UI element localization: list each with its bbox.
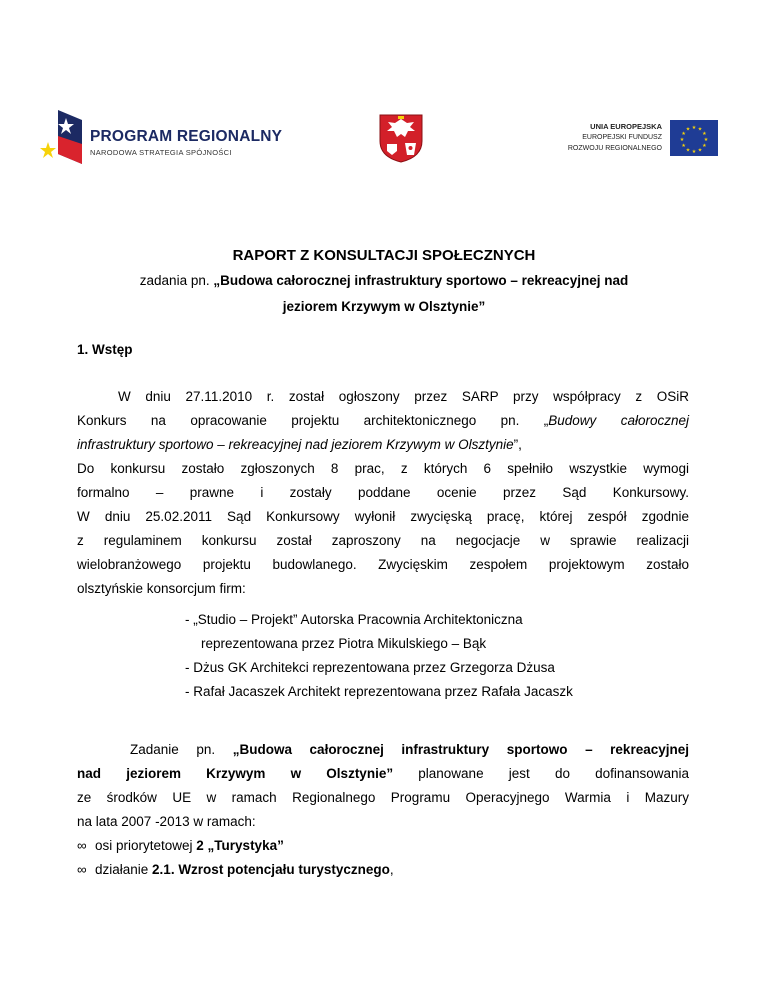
svg-text:★: ★ — [691, 125, 697, 131]
svg-text:★: ★ — [691, 149, 697, 155]
svg-text:★: ★ — [703, 137, 709, 143]
svg-text:★: ★ — [681, 143, 686, 149]
svg-text:★: ★ — [685, 147, 691, 154]
task-line-2-bold: nad jeziorem Krzywym w Olsztynie” — [77, 766, 394, 781]
intro-line-5: formalno – prawne i zostały poddane ocenie przez Sąd Konkursowy. — [77, 485, 689, 500]
subtitle-prefix: zadania pn. — [139, 273, 214, 288]
program-regionalny-emblem-icon — [38, 108, 84, 170]
svg-text:★: ★ — [702, 143, 707, 149]
task-paragraph — [77, 738, 689, 834]
svg-text:★: ★ — [685, 126, 691, 133]
svg-text:★: ★ — [697, 126, 703, 133]
infinity-bullet-icon: ∞ — [77, 838, 87, 853]
intro-line-6: W dniu 25.02.2011 Sąd Konkursowy wyłonił zwycięską pracę, której zespół zgodnie — [77, 509, 689, 524]
bullet-item-1 — [77, 834, 284, 858]
program-regionalny-logo — [38, 108, 283, 170]
bullet-2-bold: 2.1. Wzrost potencjału turystycznego — [152, 862, 390, 877]
svg-text:★: ★ — [702, 131, 707, 137]
intro-line-9: olsztyńskie konsorcjum firm: — [77, 581, 246, 596]
section-heading: 1. Wstęp — [77, 342, 133, 357]
bullet-2-tail: , — [389, 862, 394, 877]
consortium-item-2: - Dżus GK Architekci reprezentowana przez Grzegorza Dżusa — [185, 660, 555, 675]
eu-logo-line1: UNIA EUROPEJSKA — [590, 122, 662, 131]
task-line-1-bold: „Budowa całorocznej infrastruktury sportowo – rekreacyjnej — [232, 742, 689, 757]
eu-logo-line3: ROZWOJU REGIONALNEGO — [567, 145, 662, 152]
intro-line-2-italic: Budowy całorocznej — [548, 413, 689, 428]
task-line-1 — [77, 738, 689, 762]
bullet-2-text: działanie — [95, 862, 153, 877]
consortium-item-1-cont: reprezentowana przez Piotra Mikulskiego – Bąk — [201, 636, 487, 651]
program-logo-subtitle: NARODOWA STRATEGIA SPÓJNOŚCI — [90, 148, 232, 157]
task-line-4: na lata 2007 -2013 w ramach: — [77, 814, 256, 829]
intro-line-4: Do konkursu zostało zgłoszonych 8 prac, z których 6 spełniło wszystkie wymogi — [77, 461, 689, 476]
task-line-1-text: Zadanie pn. — [130, 742, 233, 757]
program-logo-title: PROGRAM REGIONALNY — [90, 128, 283, 145]
consortium-item-3: - Rafał Jacaszek Architekt reprezentowana przez Rafała Jacaszk — [185, 684, 573, 699]
intro-line-3 — [77, 433, 689, 457]
consortium-item-1: - „Studio – Projekt” Autorska Pracownia Architektoniczna — [185, 612, 523, 627]
intro-line-1: W dniu 27.11.2010 r. został ogłoszony przez SARP przy współpracy z OSiR — [118, 389, 689, 404]
report-title: RAPORT Z KONSULTACJI SPOŁECZNYCH — [232, 247, 536, 264]
intro-paragraph — [77, 385, 689, 601]
subtitle-task-name-1: „Budowa całorocznej infrastruktury sportowo – rekreacyjnej nad — [213, 273, 629, 288]
intro-line-7: z regulaminem konkursu został zaproszony na negocjacje w sprawie realizacji — [77, 533, 689, 548]
bullet-1-bold: 2 „Turystyka” — [196, 838, 284, 853]
intro-line-3-tail: ”, — [513, 437, 522, 452]
task-line-3: ze środków UE w ramach Regionalnego Programu Operacyjnego Warmia i Mazury — [77, 790, 689, 805]
warmia-mazury-coat-of-arms-icon — [378, 113, 424, 163]
intro-line-2-text: Konkurs na opracowanie projektu architektonicznego pn. „ — [77, 413, 549, 428]
task-line-2 — [77, 762, 689, 786]
svg-text:★: ★ — [681, 131, 686, 137]
infinity-bullet-icon: ∞ — [77, 862, 87, 877]
subtitle-task-name-2: jeziorem Krzywym w Olsztynie” — [282, 299, 486, 314]
eu-flag-icon — [670, 120, 718, 156]
intro-line-8: wielobranżowego projektu budowlanego. Zwycięskim zespołem projektowym zostało — [77, 557, 689, 572]
task-line-2-text: planowane jest do dofinansowania — [393, 766, 689, 781]
bullet-item-2 — [77, 858, 394, 882]
intro-line-2 — [77, 409, 689, 433]
bullet-1-text: osi priorytetowej — [95, 838, 197, 853]
svg-text:★: ★ — [697, 147, 703, 154]
eu-logo-line2: EUROPEJSKI FUNDUSZ — [582, 134, 662, 141]
eu-logo — [548, 120, 718, 160]
report-subtitle — [70, 268, 698, 320]
svg-text:★: ★ — [679, 137, 685, 143]
intro-line-3-italic: infrastruktury sportowo – rekreacyjnej nad jeziorem Krzywym w Olsztynie — [77, 437, 514, 452]
